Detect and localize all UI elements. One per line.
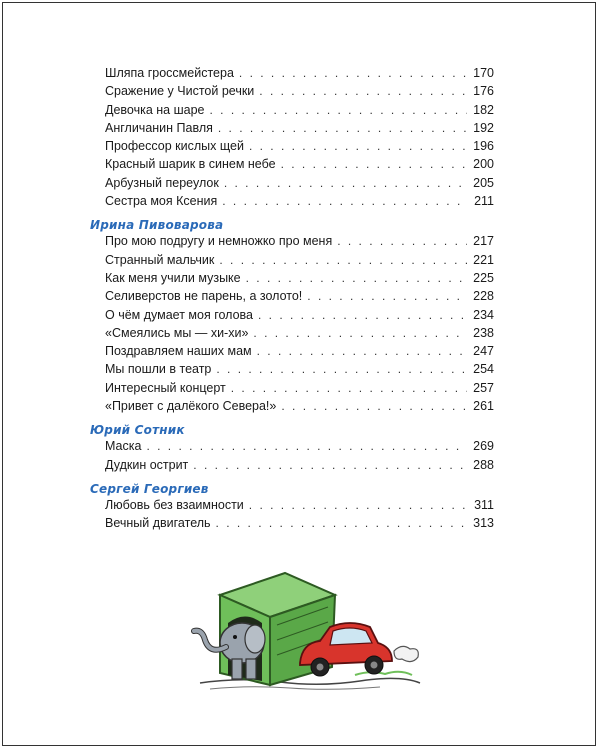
leader-dots xyxy=(193,458,467,472)
toc-entry-title: «Привет с далёкого Севера!» xyxy=(105,399,277,414)
toc-entry[interactable] xyxy=(90,439,494,457)
toc-entry-page: 217 xyxy=(473,234,494,249)
leader-dots xyxy=(258,308,467,322)
toc-entry[interactable] xyxy=(90,516,494,534)
leader-dots xyxy=(249,498,467,512)
leader-dots xyxy=(281,157,467,171)
leader-dots xyxy=(259,84,467,98)
toc-entry-title: Как меня учили музыке xyxy=(105,270,241,285)
toc-entry[interactable] xyxy=(90,344,494,362)
author-heading: Сергей Георгиев xyxy=(90,481,209,496)
toc-entry[interactable] xyxy=(90,66,494,84)
exhaust-puff xyxy=(394,646,418,661)
toc-entry-page: 288 xyxy=(473,457,494,472)
toc-entry-page: 192 xyxy=(473,120,494,135)
toc-entry-page: 205 xyxy=(473,175,494,190)
leader-dots xyxy=(219,253,467,267)
toc-entry[interactable] xyxy=(90,308,494,326)
toc-entry-page: 238 xyxy=(473,325,494,340)
toc-entry-page: 176 xyxy=(473,84,494,99)
toc-entry-title: Шляпа гроссмейстера xyxy=(105,66,234,80)
toc-entry-title: Красный шарик в синем небе xyxy=(105,157,276,172)
toc-entry-title: Англичанин Павля xyxy=(105,120,213,135)
toc-entry-page: 234 xyxy=(473,307,494,322)
toc-entry[interactable] xyxy=(90,458,494,476)
toc-entry-title: Странный мальчик xyxy=(105,252,215,267)
toc-entry-page: 313 xyxy=(473,516,494,531)
toc-entry-page: 225 xyxy=(473,270,494,285)
toc-entry-title: Маска xyxy=(105,439,142,454)
toc-entry-title: Любовь без взаимности xyxy=(105,497,244,512)
leader-dots xyxy=(216,362,467,376)
toc-entry[interactable] xyxy=(90,381,494,399)
toc-entry-page: 247 xyxy=(473,344,494,359)
toc-entry[interactable] xyxy=(90,234,494,252)
leader-dots xyxy=(218,121,467,135)
toc-entry[interactable] xyxy=(90,399,494,417)
table-of-contents xyxy=(90,66,494,535)
toc-entry-page: 269 xyxy=(473,439,494,454)
toc-entry-page: 211 xyxy=(474,194,494,209)
toc-section xyxy=(90,476,494,535)
toc-entry[interactable] xyxy=(90,103,494,121)
toc-entry-title: Сестра моя Ксения xyxy=(105,194,218,209)
toc-entry-page: 254 xyxy=(473,362,494,377)
toc-entry[interactable] xyxy=(90,253,494,271)
leader-dots xyxy=(224,176,467,190)
toc-entry-title: О чём думает моя голова xyxy=(105,307,253,322)
toc-entry-title: Профессор кислых щей xyxy=(105,139,244,154)
toc-entry[interactable] xyxy=(90,157,494,175)
toc-entry-page: 221 xyxy=(473,252,494,267)
leader-dots xyxy=(222,194,467,208)
leader-dots xyxy=(337,234,467,248)
leader-dots xyxy=(307,289,467,303)
toc-entry-title: Сражение у Чистой речки xyxy=(105,84,255,99)
toc-entry-title: Девочка на шаре xyxy=(105,102,205,117)
toc-section xyxy=(90,212,494,417)
toc-entry[interactable] xyxy=(90,498,494,516)
toc-entry-title: Про мою подругу и немножко про меня xyxy=(105,234,333,249)
leader-dots xyxy=(257,344,467,358)
leader-dots xyxy=(246,271,467,285)
author-heading: Ирина Пивоварова xyxy=(90,218,224,233)
toc-entry-title: «Смеялись мы — хи-хи» xyxy=(105,325,249,340)
illustration-elephant-doghouse-car xyxy=(180,555,430,700)
toc-entry[interactable] xyxy=(90,326,494,344)
toc-entry-page: 170 xyxy=(473,66,494,80)
toc-entry[interactable] xyxy=(90,139,494,157)
toc-entry-title: Селиверстов не парень, а золото! xyxy=(105,289,303,304)
leader-dots xyxy=(231,381,467,395)
toc-entry[interactable] xyxy=(90,271,494,289)
leader-dots xyxy=(216,516,467,530)
toc-entry-title: Интересный концерт xyxy=(105,380,226,395)
leader-dots xyxy=(253,326,467,340)
toc-entry-page: 257 xyxy=(473,380,494,395)
author-heading: Юрий Сотник xyxy=(90,423,185,438)
toc-entry-page: 261 xyxy=(473,399,494,414)
toc-entry-page: 200 xyxy=(473,157,494,172)
toc-entry[interactable] xyxy=(90,176,494,194)
leader-dots xyxy=(239,66,467,80)
toc-entry[interactable] xyxy=(90,84,494,102)
toc-entry[interactable] xyxy=(90,194,494,212)
toc-entry-title: Арбузный переулок xyxy=(105,175,219,190)
toc-entry-page: 228 xyxy=(473,289,494,304)
toc-section xyxy=(90,66,494,212)
leader-dots xyxy=(281,399,467,413)
toc-entry-page: 311 xyxy=(474,497,494,512)
toc-entry-title: Вечный двигатель xyxy=(105,516,211,531)
toc-entry-title: Дудкин острит xyxy=(105,457,189,472)
toc-entry[interactable] xyxy=(90,121,494,139)
leader-dots xyxy=(210,103,468,117)
leader-dots xyxy=(249,139,467,153)
toc-entry[interactable] xyxy=(90,289,494,307)
toc-entry-title: Мы пошли в театр xyxy=(105,362,212,377)
toc-entry[interactable] xyxy=(90,362,494,380)
toc-entry-page: 196 xyxy=(473,139,494,154)
toc-entry-title: Поздравляем наших мам xyxy=(105,344,252,359)
toc-section xyxy=(90,417,494,476)
toc-entry-page: 182 xyxy=(473,102,494,117)
leader-dots xyxy=(146,439,467,453)
